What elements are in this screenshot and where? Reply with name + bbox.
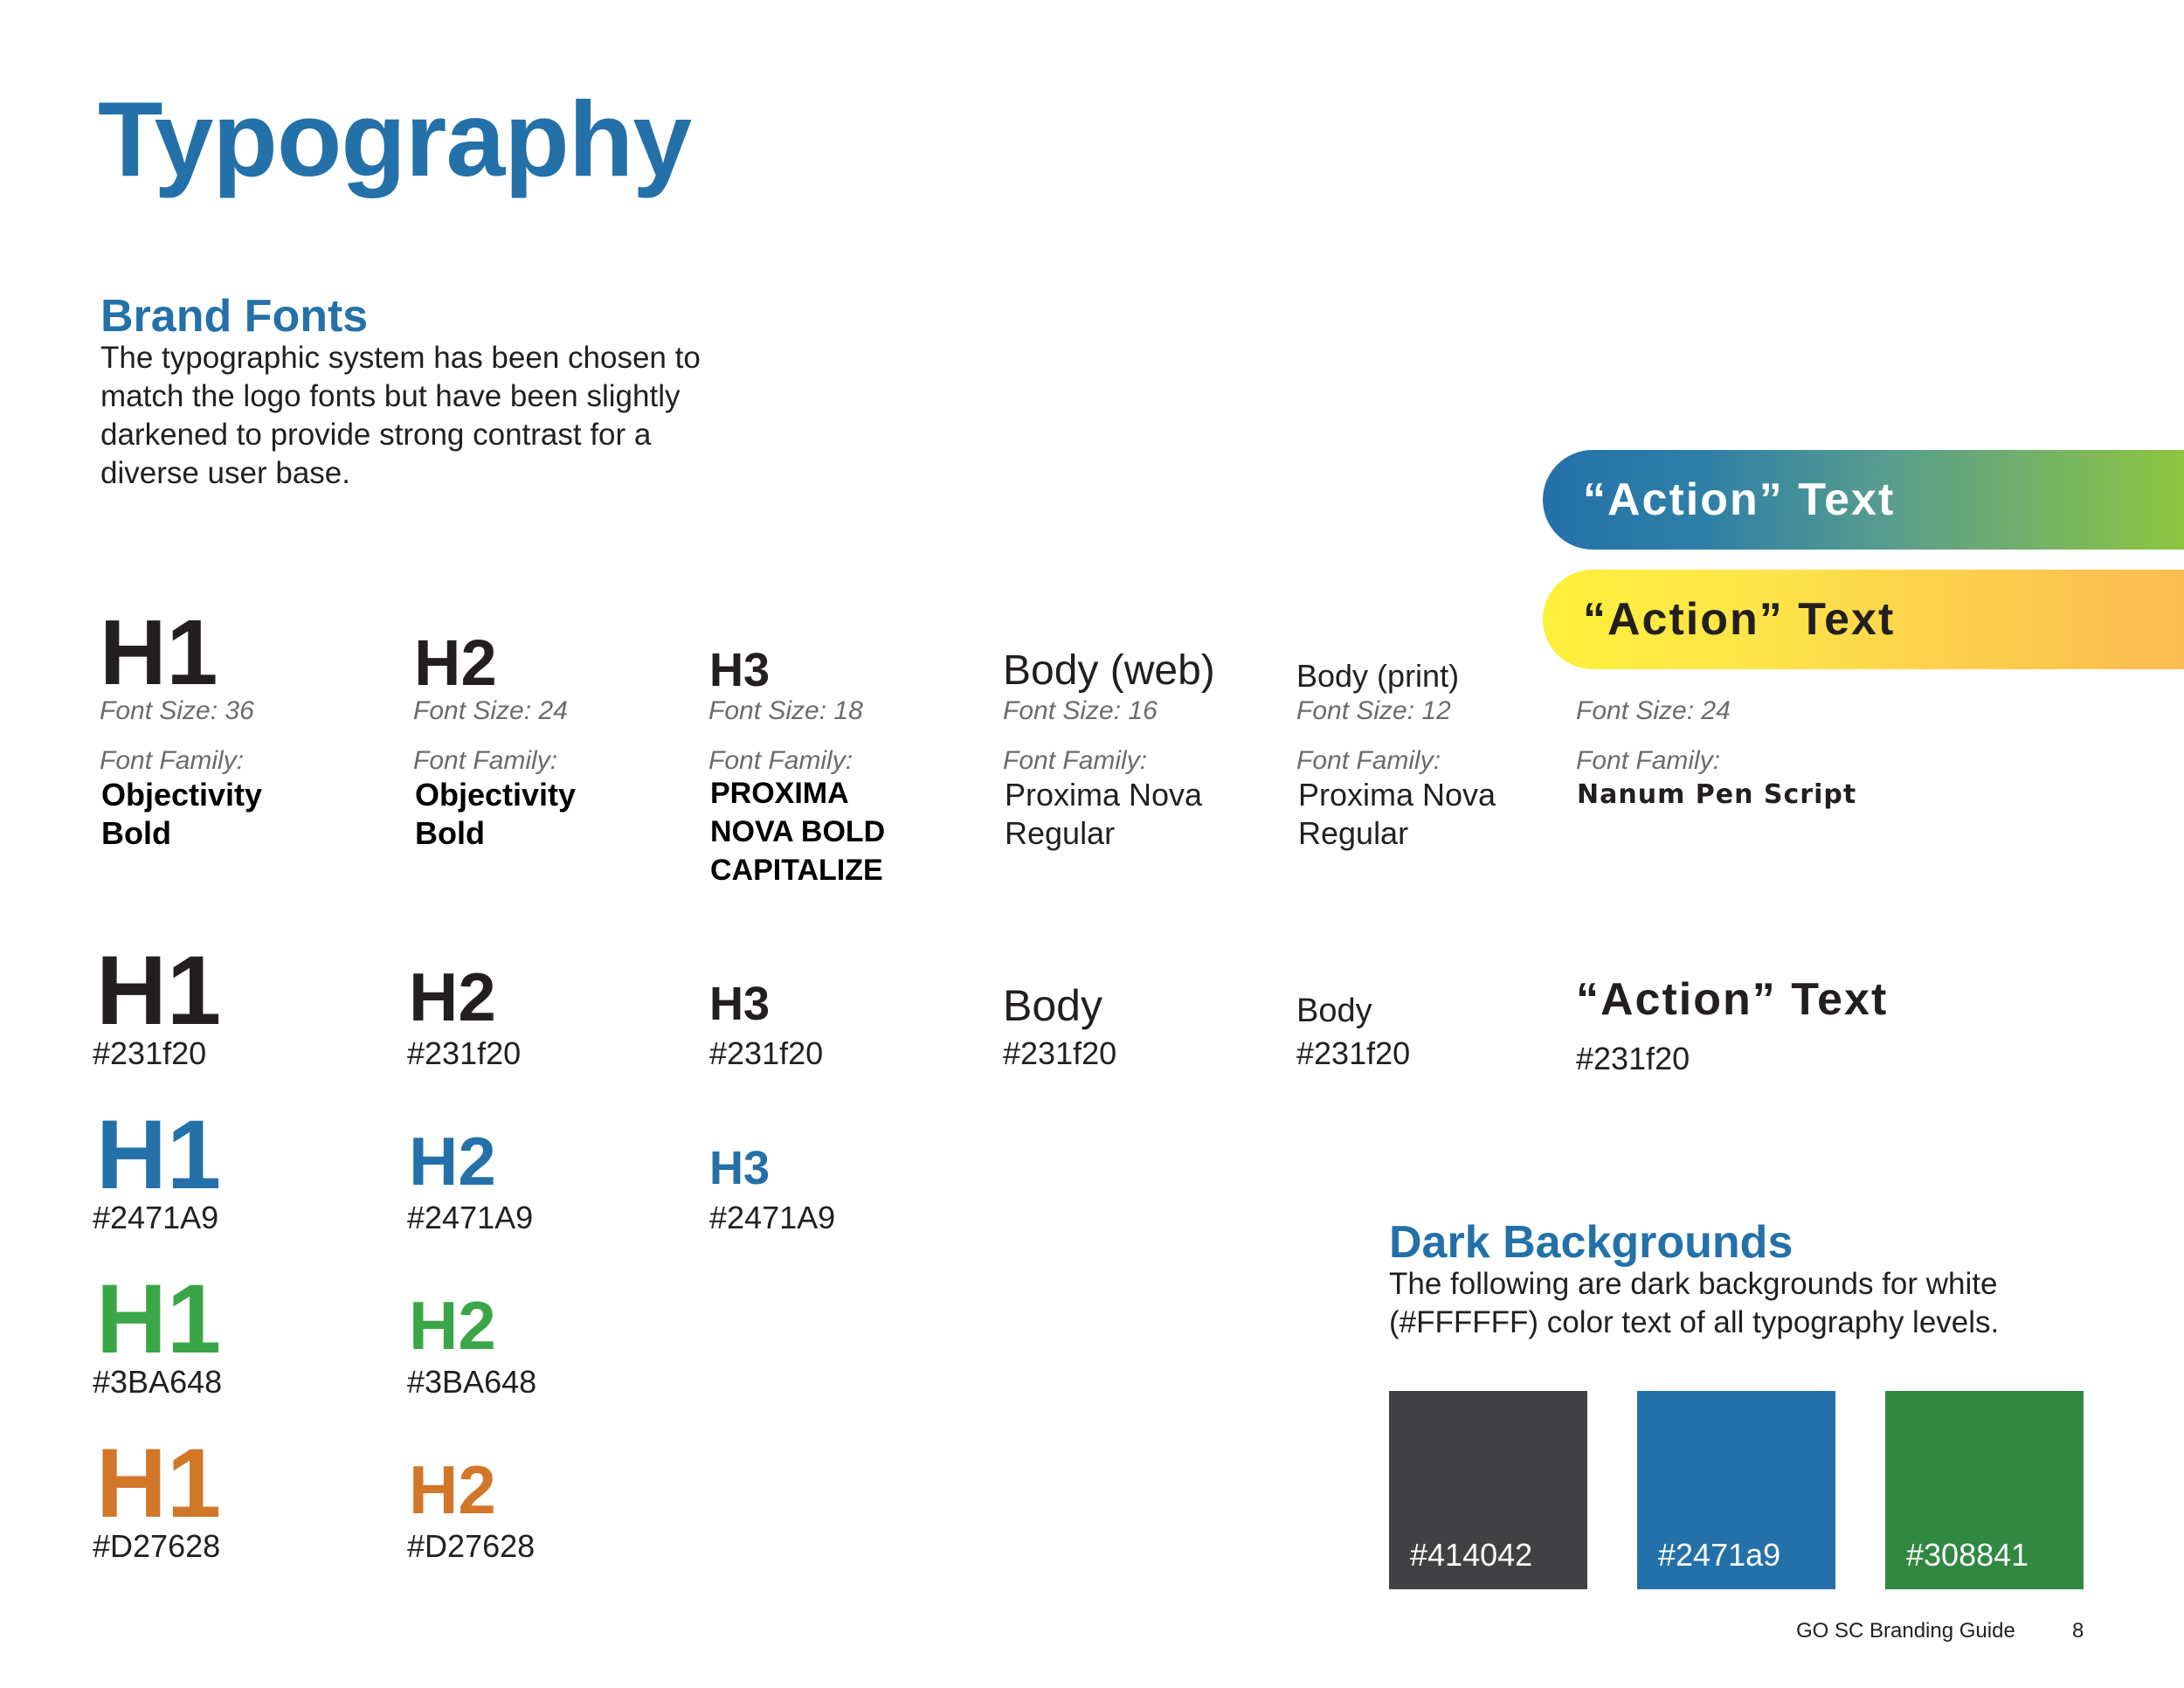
brand-fonts-line: The typographic system has been chosen to — [100, 341, 701, 375]
h2-font-family — [415, 776, 576, 853]
font-family-line: Objectivity — [101, 777, 263, 813]
body-print-spec-sample: Body (print) — [1296, 658, 1460, 694]
body-web-spec-sample: Body (web) — [1003, 647, 1215, 694]
h3-font-family — [710, 774, 885, 889]
body-print-hex-black: #231f20 — [1296, 1035, 1411, 1071]
h2-hex-black: #231f20 — [407, 1035, 522, 1071]
h1-font-size: Font Size: 36 — [100, 696, 254, 725]
h1-sample-orange: H1 — [96, 1429, 222, 1538]
h2-sample-blue: H2 — [409, 1123, 496, 1200]
footer-guide-title: GO SC Branding Guide — [1796, 1619, 2015, 1643]
action-font-size: Font Size: 24 — [1576, 696, 1731, 725]
h1-hex-black: #231f20 — [93, 1035, 207, 1071]
h2-sample-orange: H2 — [409, 1451, 496, 1528]
font-family-line: Proxima Nova — [1005, 777, 1203, 813]
font-family-line: Regular — [1298, 815, 1409, 851]
h2-hex-orange: #D27628 — [407, 1528, 536, 1564]
font-family-line: CAPITALIZE — [710, 854, 883, 887]
action-font-family-label: Font Family: — [1576, 746, 1721, 775]
h3-hex-blue: #2471A9 — [709, 1200, 836, 1235]
h1-sample-green: H1 — [96, 1264, 222, 1373]
h1-sample-blue: H1 — [96, 1100, 222, 1209]
dark-swatch-blue — [1637, 1391, 1835, 1589]
action-text-label: “Action” Text — [1583, 474, 1896, 525]
footer-page-number: 8 — [2072, 1619, 2084, 1643]
dark-backgrounds-line: The following are dark backgrounds for white — [1389, 1267, 1998, 1301]
h2-font-size: Font Size: 24 — [413, 696, 568, 725]
font-family-line: Bold — [101, 815, 171, 851]
page-title: Typography — [98, 80, 692, 198]
h1-spec-sample: H1 — [100, 601, 218, 704]
action-text-pill-yellow — [1543, 570, 2184, 669]
h1-font-family-label: Font Family: — [100, 746, 245, 775]
brand-fonts-description — [100, 339, 701, 493]
brand-fonts-line: match the logo fonts but have been slightly — [100, 379, 681, 413]
h2-hex-green: #3BA648 — [407, 1364, 537, 1400]
h3-font-family-label: Font Family: — [708, 746, 854, 775]
dark-backgrounds-line: (#FFFFFF) color text of all typography levels. — [1389, 1305, 2000, 1339]
h3-sample-blue: H3 — [709, 1142, 771, 1194]
action-text-pill-blue — [1543, 450, 2184, 550]
action-hex-black: #231f20 — [1576, 1041, 1690, 1076]
body-print-font-family — [1298, 776, 1496, 853]
h2-hex-blue: #2471A9 — [407, 1200, 534, 1235]
body-web-font-size: Font Size: 16 — [1003, 696, 1158, 725]
body-print-font-size: Font Size: 12 — [1296, 696, 1451, 725]
body-print-sample-black: Body — [1296, 993, 1372, 1029]
font-family-line: Objectivity — [415, 777, 577, 813]
h1-hex-green: #3BA648 — [93, 1364, 223, 1400]
h2-spec-sample: H2 — [414, 626, 497, 699]
font-family-line: Bold — [415, 815, 485, 851]
h3-sample-black: H3 — [709, 978, 771, 1030]
font-family-line: Proxima Nova — [1298, 777, 1496, 813]
body-web-font-family — [1005, 776, 1202, 853]
h1-hex-orange: #D27628 — [93, 1528, 221, 1564]
dark-swatch-charcoal — [1389, 1391, 1587, 1589]
font-family-line: NOVA BOLD — [710, 815, 886, 848]
h2-sample-black: H2 — [409, 958, 496, 1035]
dark-swatch-label: #2471a9 — [1658, 1537, 1781, 1573]
body-print-font-family-label: Font Family: — [1296, 746, 1441, 775]
action-text-label: “Action” Text — [1583, 594, 1896, 645]
dark-swatch-label: #414042 — [1410, 1537, 1533, 1573]
h1-hex-blue: #2471A9 — [93, 1200, 219, 1235]
action-font-family — [1577, 776, 1856, 814]
dark-backgrounds-heading: Dark Backgrounds — [1389, 1217, 1794, 1268]
dark-swatch-green — [1885, 1391, 2084, 1589]
h1-font-family — [101, 776, 262, 853]
h2-font-family-label: Font Family: — [413, 746, 558, 775]
font-family-line: Regular — [1005, 815, 1116, 851]
dark-swatch-label: #308841 — [1906, 1537, 2029, 1573]
h3-spec-sample: H3 — [709, 644, 771, 696]
font-family-line: PROXIMA — [710, 777, 849, 810]
action-sample-black: “Action” Text — [1576, 974, 1889, 1025]
brand-fonts-line: diverse user base. — [100, 456, 350, 490]
body-web-sample-black: Body — [1003, 981, 1102, 1030]
brand-fonts-heading: Brand Fonts — [100, 291, 369, 342]
brand-fonts-line: darkened to provide strong contrast for a — [100, 418, 652, 452]
font-family-line: Nanum Pen Script — [1577, 779, 1857, 810]
body-web-font-family-label: Font Family: — [1003, 746, 1148, 775]
h3-hex-black: #231f20 — [709, 1035, 824, 1071]
h3-font-size: Font Size: 18 — [708, 696, 863, 725]
h1-sample-black: H1 — [96, 936, 222, 1045]
h2-sample-green: H2 — [409, 1287, 496, 1364]
dark-backgrounds-description — [1389, 1265, 1999, 1342]
body-web-hex-black: #231f20 — [1003, 1035, 1117, 1071]
